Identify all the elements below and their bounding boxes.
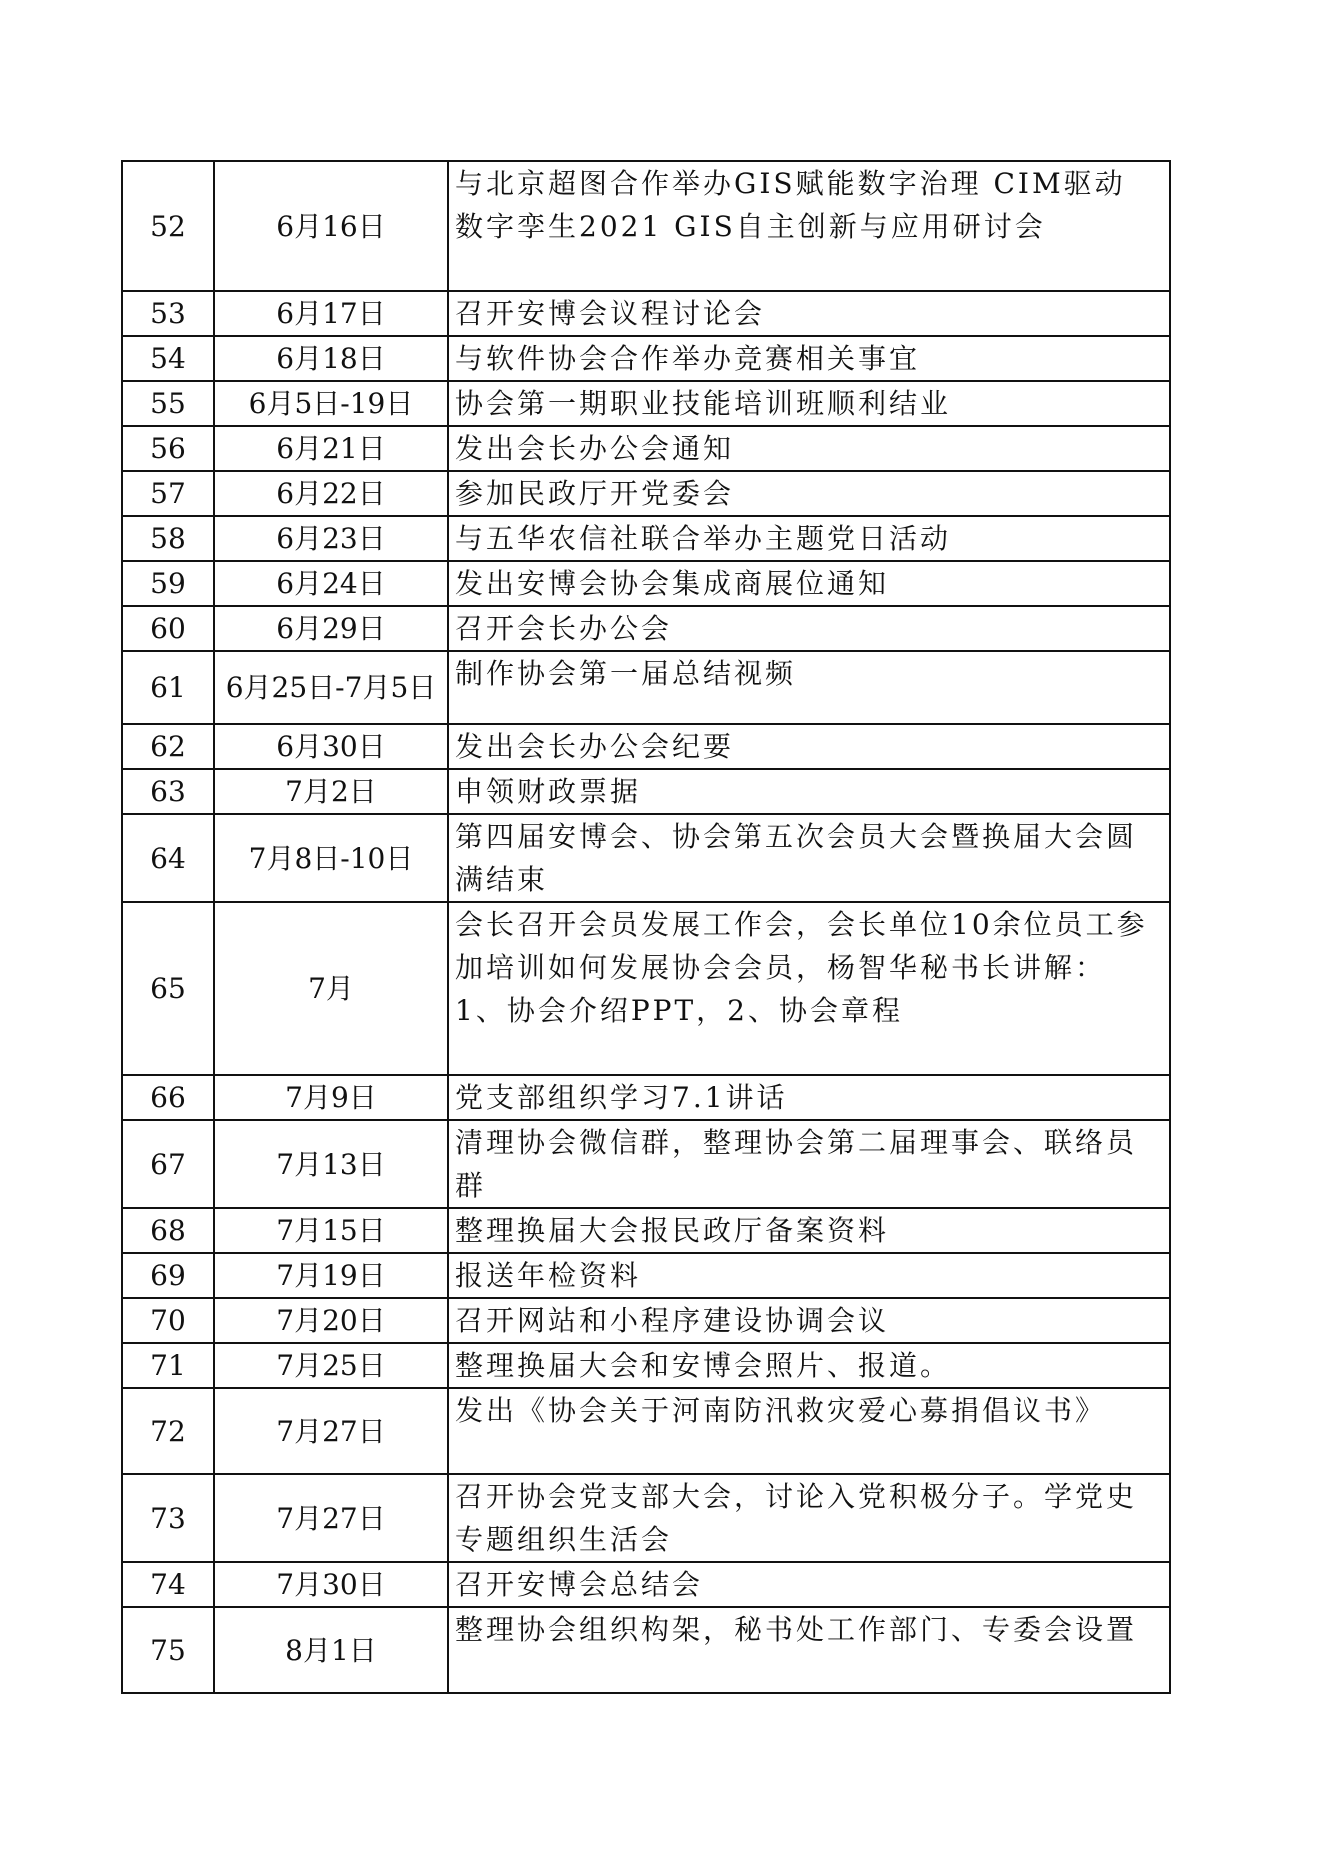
row-date-cell: 6月22日 xyxy=(214,471,448,516)
table-row xyxy=(122,1253,1170,1298)
row-date-cell: 6月25日-7月5日 xyxy=(214,651,448,724)
table-row xyxy=(122,1474,1170,1562)
row-number-cell: 72 xyxy=(122,1388,214,1474)
row-date-cell: 7月9日 xyxy=(214,1075,448,1120)
row-number-cell: 54 xyxy=(122,336,214,381)
row-number-cell: 58 xyxy=(122,516,214,561)
row-description-cell: 会长召开会员发展工作会，会长单位10余位员工参加培训如何发展协会会员，杨智华秘书长讲解：1、协会介绍PPT，2、协会章程 xyxy=(448,902,1170,1075)
row-date-cell: 7月19日 xyxy=(214,1253,448,1298)
row-description-cell: 发出会长办公会纪要 xyxy=(448,724,1170,769)
row-date-cell: 6月21日 xyxy=(214,426,448,471)
row-description-cell: 参加民政厅开党委会 xyxy=(448,471,1170,516)
table-row xyxy=(122,1388,1170,1474)
row-description-cell: 整理协会组织构架，秘书处工作部门、专委会设置 xyxy=(448,1607,1170,1693)
work-log-table-body xyxy=(122,161,1170,1693)
row-date-cell: 7月20日 xyxy=(214,1298,448,1343)
row-number-cell: 61 xyxy=(122,651,214,724)
row-date-cell: 6月23日 xyxy=(214,516,448,561)
row-number-cell: 55 xyxy=(122,381,214,426)
row-number-cell: 74 xyxy=(122,1562,214,1607)
table-row xyxy=(122,1120,1170,1208)
row-description-cell: 党支部组织学习7.1讲话 xyxy=(448,1075,1170,1120)
row-date-cell: 6月24日 xyxy=(214,561,448,606)
row-description-cell: 召开网站和小程序建设协调会议 xyxy=(448,1298,1170,1343)
table-row xyxy=(122,724,1170,769)
table-row xyxy=(122,606,1170,651)
row-description-cell: 与软件协会合作举办竞赛相关事宜 xyxy=(448,336,1170,381)
row-number-cell: 67 xyxy=(122,1120,214,1208)
table-row xyxy=(122,471,1170,516)
table-row xyxy=(122,814,1170,902)
row-number-cell: 73 xyxy=(122,1474,214,1562)
row-number-cell: 68 xyxy=(122,1208,214,1253)
work-log-table-container xyxy=(121,160,1171,1694)
row-number-cell: 71 xyxy=(122,1343,214,1388)
table-row xyxy=(122,561,1170,606)
table-row xyxy=(122,902,1170,1075)
row-date-cell: 6月18日 xyxy=(214,336,448,381)
row-description-cell: 协会第一期职业技能培训班顺利结业 xyxy=(448,381,1170,426)
row-date-cell: 7月27日 xyxy=(214,1474,448,1562)
row-description-cell: 整理换届大会和安博会照片、报道。 xyxy=(448,1343,1170,1388)
row-description-cell: 与北京超图合作举办GIS赋能数字治理 CIM驱动数字孪生2021 GIS自主创新与应用研讨会 xyxy=(448,161,1170,291)
table-row xyxy=(122,381,1170,426)
row-number-cell: 59 xyxy=(122,561,214,606)
row-number-cell: 66 xyxy=(122,1075,214,1120)
table-row xyxy=(122,1562,1170,1607)
row-date-cell: 6月30日 xyxy=(214,724,448,769)
row-description-cell: 第四届安博会、协会第五次会员大会暨换届大会圆满结束 xyxy=(448,814,1170,902)
table-row xyxy=(122,1298,1170,1343)
row-date-cell: 6月29日 xyxy=(214,606,448,651)
row-number-cell: 52 xyxy=(122,161,214,291)
row-description-cell: 发出安博会协会集成商展位通知 xyxy=(448,561,1170,606)
table-row xyxy=(122,516,1170,561)
row-description-cell: 召开会长办公会 xyxy=(448,606,1170,651)
row-date-cell: 7月27日 xyxy=(214,1388,448,1474)
row-date-cell: 7月13日 xyxy=(214,1120,448,1208)
row-date-cell: 8月1日 xyxy=(214,1607,448,1693)
table-row xyxy=(122,336,1170,381)
row-date-cell: 6月5日-19日 xyxy=(214,381,448,426)
table-row xyxy=(122,291,1170,336)
row-number-cell: 62 xyxy=(122,724,214,769)
row-number-cell: 57 xyxy=(122,471,214,516)
row-description-cell: 发出《协会关于河南防汛救灾爱心募捐倡议书》 xyxy=(448,1388,1170,1474)
row-date-cell: 7月30日 xyxy=(214,1562,448,1607)
row-description-cell: 整理换届大会报民政厅备案资料 xyxy=(448,1208,1170,1253)
row-description-cell: 发出会长办公会通知 xyxy=(448,426,1170,471)
row-description-cell: 申领财政票据 xyxy=(448,769,1170,814)
row-description-cell: 召开安博会议程讨论会 xyxy=(448,291,1170,336)
work-log-table xyxy=(121,160,1171,1694)
table-row xyxy=(122,1607,1170,1693)
row-date-cell: 6月16日 xyxy=(214,161,448,291)
row-number-cell: 60 xyxy=(122,606,214,651)
row-description-cell: 制作协会第一届总结视频 xyxy=(448,651,1170,724)
table-row xyxy=(122,426,1170,471)
row-number-cell: 64 xyxy=(122,814,214,902)
row-description-cell: 召开安博会总结会 xyxy=(448,1562,1170,1607)
row-number-cell: 53 xyxy=(122,291,214,336)
table-row xyxy=(122,769,1170,814)
table-row xyxy=(122,651,1170,724)
row-description-cell: 与五华农信社联合举办主题党日活动 xyxy=(448,516,1170,561)
row-date-cell: 7月15日 xyxy=(214,1208,448,1253)
table-row xyxy=(122,1075,1170,1120)
row-date-cell: 7月2日 xyxy=(214,769,448,814)
row-number-cell: 70 xyxy=(122,1298,214,1343)
row-number-cell: 56 xyxy=(122,426,214,471)
table-row xyxy=(122,1208,1170,1253)
row-date-cell: 7月 xyxy=(214,902,448,1075)
row-number-cell: 65 xyxy=(122,902,214,1075)
row-number-cell: 63 xyxy=(122,769,214,814)
row-description-cell: 清理协会微信群，整理协会第二届理事会、联络员群 xyxy=(448,1120,1170,1208)
row-date-cell: 6月17日 xyxy=(214,291,448,336)
row-description-cell: 召开协会党支部大会，讨论入党积极分子。学党史专题组织生活会 xyxy=(448,1474,1170,1562)
row-number-cell: 75 xyxy=(122,1607,214,1693)
table-row xyxy=(122,161,1170,291)
row-description-cell: 报送年检资料 xyxy=(448,1253,1170,1298)
row-number-cell: 69 xyxy=(122,1253,214,1298)
row-date-cell: 7月8日-10日 xyxy=(214,814,448,902)
row-date-cell: 7月25日 xyxy=(214,1343,448,1388)
table-row xyxy=(122,1343,1170,1388)
